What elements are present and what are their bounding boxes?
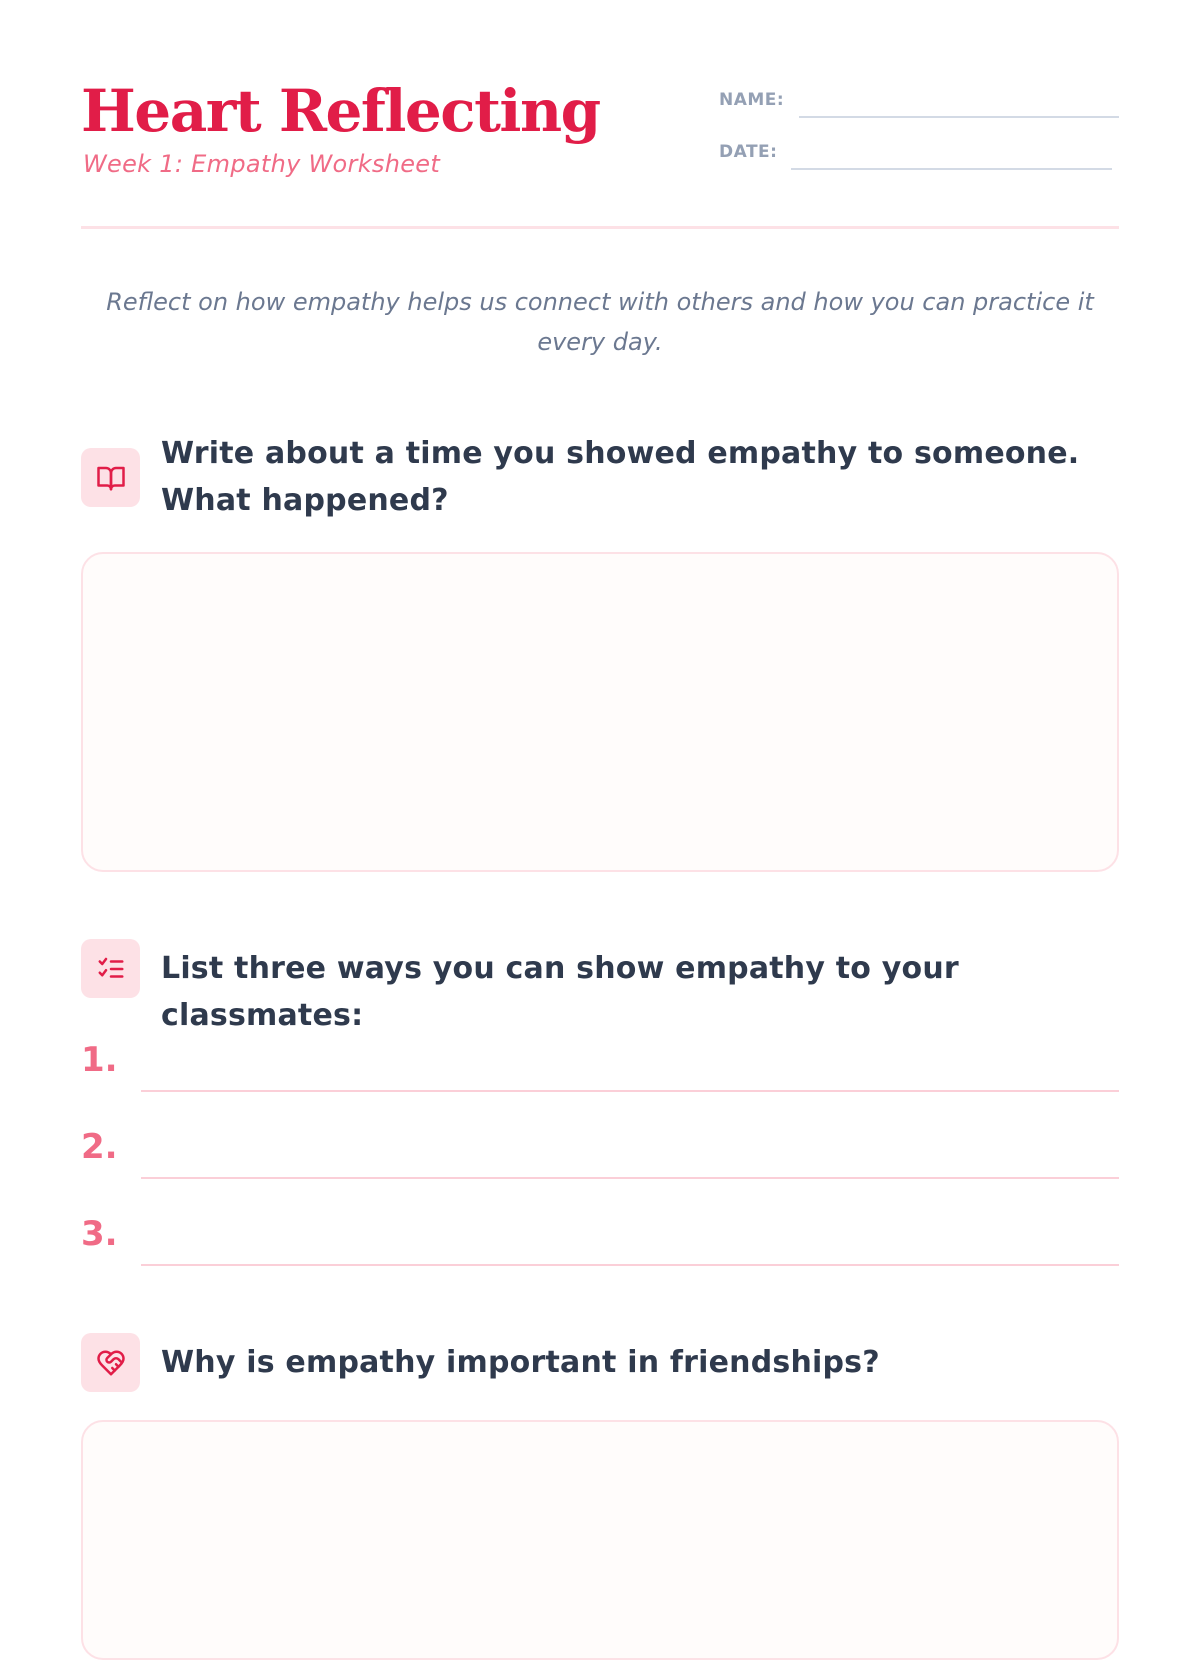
question-1-text: Write about a time you showed empathy to someone. What happened?	[161, 436, 1080, 518]
date-row	[719, 140, 1119, 192]
list-item	[81, 1127, 1119, 1187]
list-item	[81, 1040, 1119, 1100]
student-info	[719, 88, 1119, 192]
name-label: NAME:	[719, 90, 785, 110]
question-3-text: Why is empathy important in friendships?	[161, 1345, 880, 1380]
list-item	[81, 1214, 1119, 1274]
checklist-icon	[81, 939, 140, 998]
name-row	[719, 88, 1119, 140]
list-answer-line-2[interactable]	[141, 1177, 1119, 1179]
date-field[interactable]	[791, 168, 1112, 170]
list-number: 3.	[81, 1214, 118, 1254]
list-answer-line-3[interactable]	[141, 1264, 1119, 1266]
list-number: 2.	[81, 1127, 118, 1167]
heart-handshake-icon	[81, 1333, 140, 1392]
page-title: Heart Reflecting	[81, 77, 600, 145]
intro-text: Reflect on how empathy helps us connect with others and how you can practice it every day.	[106, 288, 1094, 356]
page-subtitle: Week 1: Empathy Worksheet	[83, 150, 441, 178]
name-field[interactable]	[799, 116, 1119, 118]
book-open-icon	[81, 448, 140, 507]
date-label: DATE:	[719, 142, 778, 162]
answer-box-3[interactable]	[81, 1420, 1119, 1660]
header-divider	[81, 226, 1119, 229]
worksheet-header	[81, 76, 1119, 226]
answer-box-1[interactable]	[81, 552, 1119, 872]
question-2-text: List three ways you can show empathy to your classmates:	[161, 951, 959, 1033]
list-answer-line-1[interactable]	[141, 1090, 1119, 1092]
list-number: 1.	[81, 1040, 118, 1080]
